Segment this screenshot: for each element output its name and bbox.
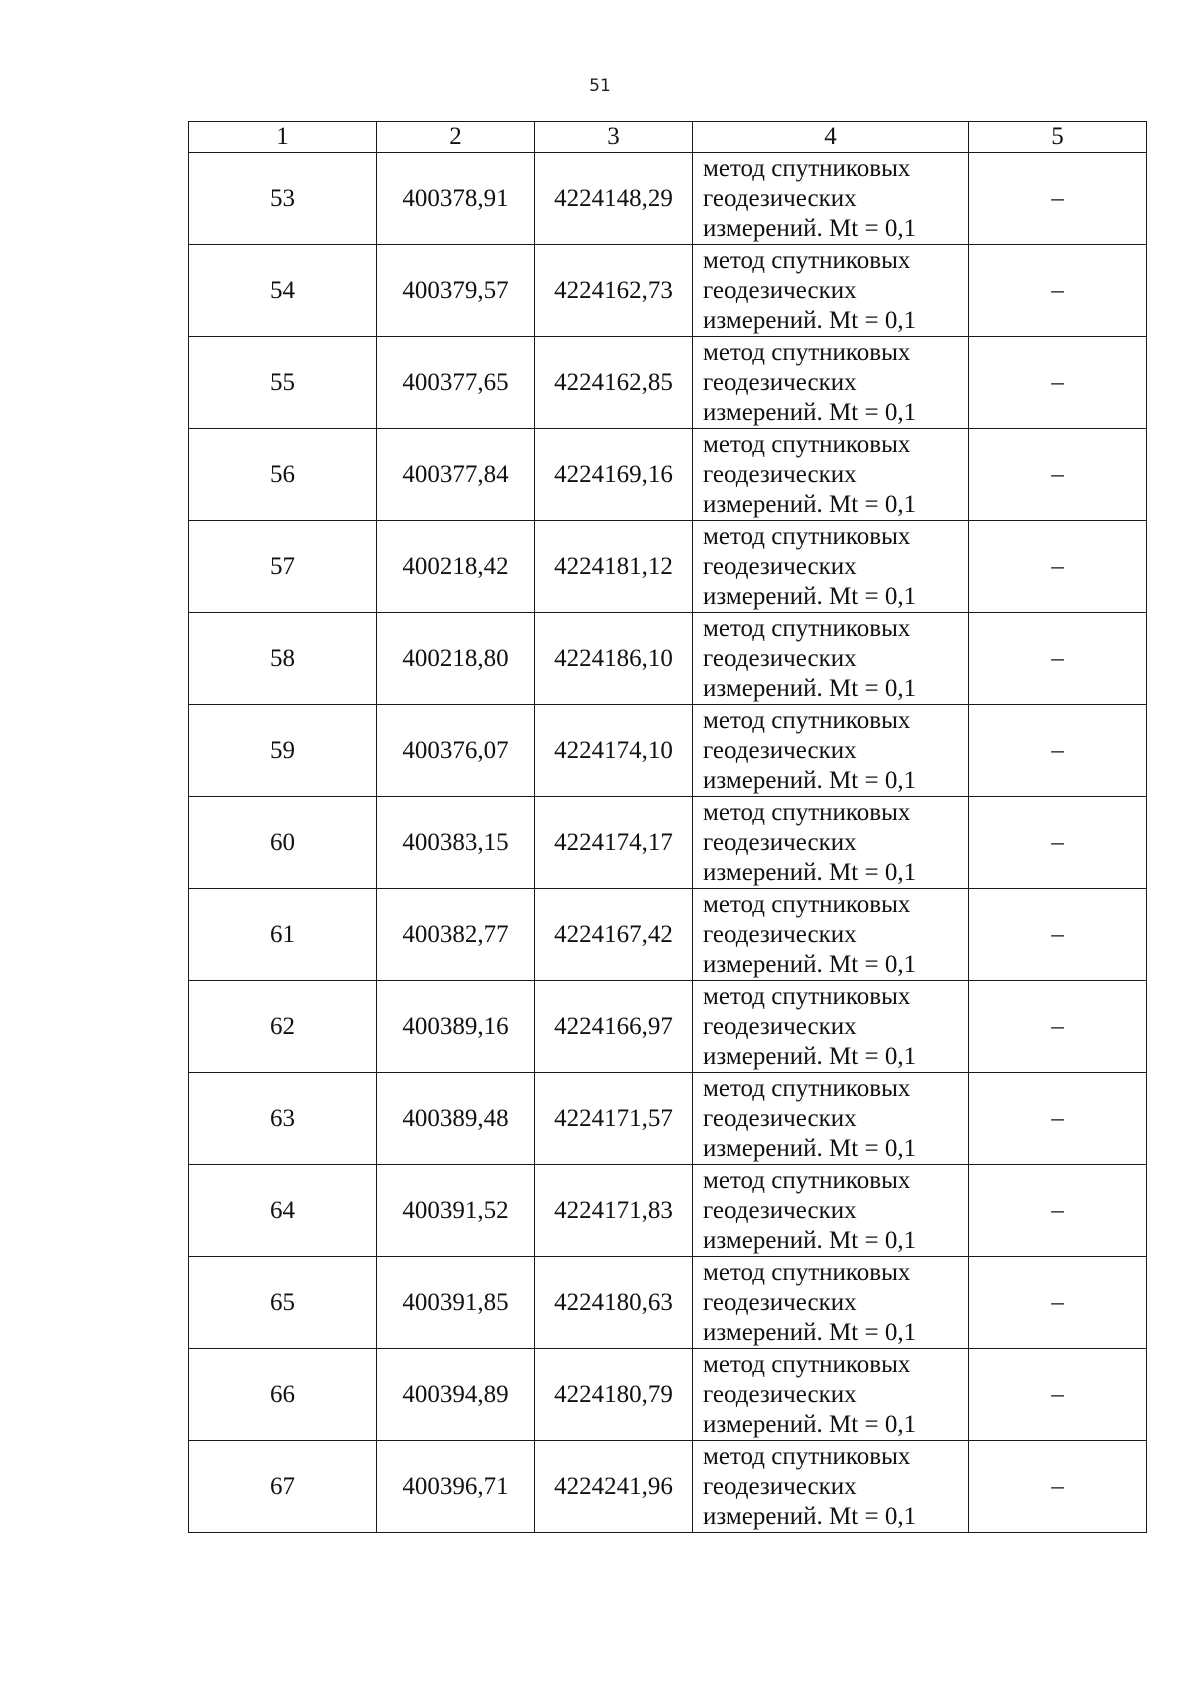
header-col-1: 1 (189, 122, 377, 153)
point-number-cell: 64 (189, 1165, 377, 1257)
y-coordinate-cell: 4224162,73 (535, 245, 693, 337)
method-text-line: геодезических (703, 1472, 857, 1500)
method-text-line: метод спутниковых (703, 1350, 911, 1378)
header-col-4: 4 (693, 122, 969, 153)
method-text-line: измерений. Mt = 0,1 (703, 398, 917, 426)
method-text-line: метод спутниковых (703, 1258, 911, 1286)
point-number-cell: 62 (189, 981, 377, 1073)
method-text-line: метод спутниковых (703, 1166, 911, 1194)
method-text-line: измерений. Mt = 0,1 (703, 1134, 917, 1162)
method-text-line: измерений. Mt = 0,1 (703, 1318, 917, 1346)
method-text-line: измерений. Mt = 0,1 (703, 306, 917, 334)
method-text-line: геодезических (703, 552, 857, 580)
x-coordinate-cell: 400382,77 (377, 889, 535, 981)
header-col-2: 2 (377, 122, 535, 153)
point-number-cell: 58 (189, 613, 377, 705)
point-number-cell: 66 (189, 1349, 377, 1441)
note-cell: – (969, 521, 1147, 613)
x-coordinate-cell: 400391,52 (377, 1165, 535, 1257)
x-coordinate-cell: 400378,91 (377, 153, 535, 245)
point-number-cell: 54 (189, 245, 377, 337)
method-text-line: измерений. Mt = 0,1 (703, 1042, 917, 1070)
method-text-line: геодезических (703, 1104, 857, 1132)
point-number-cell: 53 (189, 153, 377, 245)
method-text-line: геодезических (703, 1288, 857, 1316)
point-number-cell: 60 (189, 797, 377, 889)
x-coordinate-cell: 400391,85 (377, 1257, 535, 1349)
method-text-line: измерений. Mt = 0,1 (703, 490, 917, 518)
y-coordinate-cell: 4224169,16 (535, 429, 693, 521)
x-coordinate-cell: 400389,16 (377, 981, 535, 1073)
table-body (189, 153, 1147, 1533)
method-text-line: геодезических (703, 736, 857, 764)
method-text-line: геодезических (703, 1012, 857, 1040)
note-cell: – (969, 1257, 1147, 1349)
x-coordinate-cell: 400218,80 (377, 613, 535, 705)
table-row (189, 797, 1147, 889)
x-coordinate-cell: 400394,89 (377, 1349, 535, 1441)
method-cell (693, 1165, 969, 1257)
table-row (189, 613, 1147, 705)
y-coordinate-cell: 4224180,79 (535, 1349, 693, 1441)
x-coordinate-cell: 400383,15 (377, 797, 535, 889)
x-coordinate-cell: 400218,42 (377, 521, 535, 613)
table-row (189, 429, 1147, 521)
point-number-cell: 59 (189, 705, 377, 797)
method-text-line: метод спутниковых (703, 890, 911, 918)
x-coordinate-cell: 400389,48 (377, 1073, 535, 1165)
y-coordinate-cell: 4224167,42 (535, 889, 693, 981)
note-cell: – (969, 153, 1147, 245)
method-text-line: измерений. Mt = 0,1 (703, 1410, 917, 1438)
table-header-row (189, 122, 1147, 153)
point-number-cell: 61 (189, 889, 377, 981)
table-row (189, 153, 1147, 245)
note-cell: – (969, 889, 1147, 981)
method-text-line: геодезических (703, 276, 857, 304)
x-coordinate-cell: 400377,84 (377, 429, 535, 521)
method-text-line: метод спутниковых (703, 1442, 911, 1470)
method-text-line: измерений. Mt = 0,1 (703, 950, 917, 978)
x-coordinate-cell: 400376,07 (377, 705, 535, 797)
table-row (189, 245, 1147, 337)
method-text-line: измерений. Mt = 0,1 (703, 582, 917, 610)
method-cell (693, 1441, 969, 1533)
y-coordinate-cell: 4224174,10 (535, 705, 693, 797)
note-cell: – (969, 797, 1147, 889)
method-text-line: метод спутниковых (703, 798, 911, 826)
y-coordinate-cell: 4224180,63 (535, 1257, 693, 1349)
method-text-line: геодезических (703, 368, 857, 396)
note-cell: – (969, 1349, 1147, 1441)
point-number-cell: 55 (189, 337, 377, 429)
coordinates-table (188, 121, 1147, 1533)
x-coordinate-cell: 400377,65 (377, 337, 535, 429)
note-cell: – (969, 613, 1147, 705)
table-row (189, 1165, 1147, 1257)
y-coordinate-cell: 4224162,85 (535, 337, 693, 429)
method-cell (693, 1257, 969, 1349)
page-number: 51 (589, 76, 611, 96)
method-text-line: геодезических (703, 184, 857, 212)
table-row (189, 981, 1147, 1073)
method-text-line: метод спутниковых (703, 1074, 911, 1102)
point-number-cell: 57 (189, 521, 377, 613)
table-row (189, 889, 1147, 981)
method-cell (693, 1073, 969, 1165)
method-text-line: измерений. Mt = 0,1 (703, 1502, 917, 1530)
method-text-line: геодезических (703, 828, 857, 856)
note-cell: – (969, 705, 1147, 797)
method-text-line: метод спутниковых (703, 982, 911, 1010)
method-text-line: метод спутниковых (703, 430, 911, 458)
y-coordinate-cell: 4224174,17 (535, 797, 693, 889)
method-text-line: метод спутниковых (703, 154, 911, 182)
method-text-line: измерений. Mt = 0,1 (703, 214, 917, 242)
method-text-line: метод спутниковых (703, 614, 911, 642)
table-row (189, 705, 1147, 797)
y-coordinate-cell: 4224186,10 (535, 613, 693, 705)
table-row (189, 1441, 1147, 1533)
method-cell (693, 1349, 969, 1441)
method-cell (693, 797, 969, 889)
point-number-cell: 63 (189, 1073, 377, 1165)
header-col-5: 5 (969, 122, 1147, 153)
note-cell: – (969, 337, 1147, 429)
method-cell (693, 245, 969, 337)
method-text-line: измерений. Mt = 0,1 (703, 766, 917, 794)
method-text-line: геодезических (703, 460, 857, 488)
table-row (189, 1349, 1147, 1441)
method-cell (693, 981, 969, 1073)
y-coordinate-cell: 4224171,83 (535, 1165, 693, 1257)
method-text-line: геодезических (703, 1380, 857, 1408)
table-row (189, 1073, 1147, 1165)
method-text-line: метод спутниковых (703, 522, 911, 550)
note-cell: – (969, 1441, 1147, 1533)
method-text-line: геодезических (703, 920, 857, 948)
method-cell (693, 613, 969, 705)
table-row (189, 521, 1147, 613)
table-row (189, 1257, 1147, 1349)
y-coordinate-cell: 4224181,12 (535, 521, 693, 613)
method-text-line: метод спутниковых (703, 338, 911, 366)
method-text-line: метод спутниковых (703, 706, 911, 734)
method-text-line: измерений. Mt = 0,1 (703, 674, 917, 702)
method-cell (693, 337, 969, 429)
x-coordinate-cell: 400379,57 (377, 245, 535, 337)
point-number-cell: 65 (189, 1257, 377, 1349)
note-cell: – (969, 1073, 1147, 1165)
method-cell (693, 153, 969, 245)
method-cell (693, 429, 969, 521)
method-text-line: измерений. Mt = 0,1 (703, 858, 917, 886)
note-cell: – (969, 429, 1147, 521)
header-col-3: 3 (535, 122, 693, 153)
method-cell (693, 521, 969, 613)
method-text-line: измерений. Mt = 0,1 (703, 1226, 917, 1254)
method-text-line: метод спутниковых (703, 246, 911, 274)
method-cell (693, 705, 969, 797)
y-coordinate-cell: 4224171,57 (535, 1073, 693, 1165)
method-cell (693, 889, 969, 981)
method-text-line: геодезических (703, 644, 857, 672)
method-text-line: геодезических (703, 1196, 857, 1224)
note-cell: – (969, 981, 1147, 1073)
point-number-cell: 56 (189, 429, 377, 521)
y-coordinate-cell: 4224148,29 (535, 153, 693, 245)
y-coordinate-cell: 4224166,97 (535, 981, 693, 1073)
table-row (189, 337, 1147, 429)
point-number-cell: 67 (189, 1441, 377, 1533)
note-cell: – (969, 1165, 1147, 1257)
note-cell: – (969, 245, 1147, 337)
x-coordinate-cell: 400396,71 (377, 1441, 535, 1533)
y-coordinate-cell: 4224241,96 (535, 1441, 693, 1533)
